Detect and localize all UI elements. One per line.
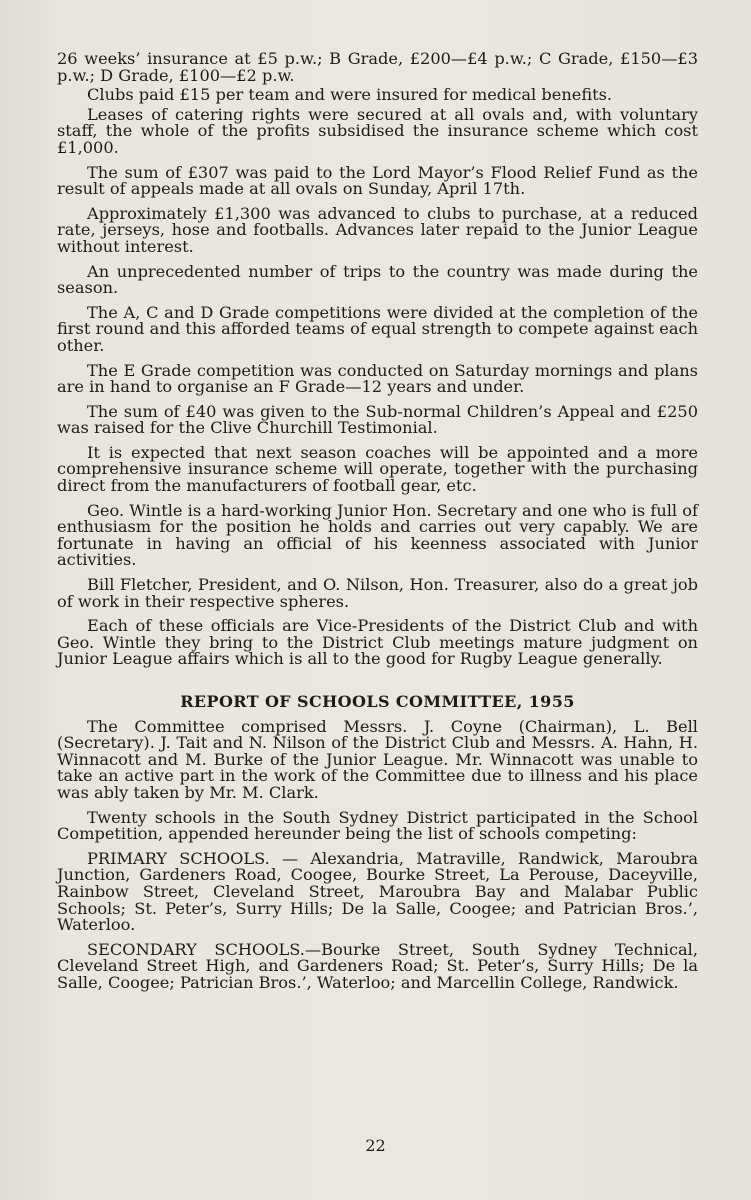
paragraph-secondary-schools: SECONDARY SCHOOLS.—Bourke Street, South Sydney Technical, Cleveland Street High, and Gardeners Road; St. Peter’s, Surry Hills; De la Salle, Coogee; Patrician Bros.’, Waterloo; and Marcellin College, Randwick.: [57, 939, 698, 992]
paragraph-clubs-paid: Clubs paid £15 per team and were insured for medical benefits.: [87, 85, 613, 105]
paragraph-grade-competitions: The A, C and D Grade competitions were divided at the completion of the first round and this afforded teams of equal strength to compete against each other.: [57, 302, 698, 355]
paragraph-country-trips: An unprecedented number of trips to the country was made during the season.: [57, 261, 698, 298]
paragraph-appeal: The sum of £40 was given to the Sub-normal Children’s Appeal and £250 was raised for the Clive Churchill Testimonial.: [57, 401, 698, 438]
paragraph-secretary: Geo. Wintle is a hard-working Junior Hon. Secretary and one who is full of enthusiasm for the position he holds and carries out very capably. We are fortunate in having an official of his keenness associated with Junior activities.: [57, 500, 698, 570]
paragraph-vice-presidents: Each of these officials are Vice-Presidents of the District Club and with Geo. Wintle they bring to the District Club meetings mature judgment on Junior League affairs which is all to the good for Rugby League generally.: [57, 616, 698, 669]
page-body: [57, 51, 698, 1000]
paragraph-primary-schools: PRIMARY SCHOOLS. — Alexandria, Matraville, Randwick, Maroubra Junction, Gardeners Road, Coogee, Bourke Street, La Perouse, Daceyville, Rainbow Street, Cleveland Street, Maroubra Bay and Malabar Public Schools; St. Peter’s, Surry Hills; De la Salle, Coogee; and Patrician Bros.’, Waterloo.: [57, 848, 698, 935]
paragraph-president-treasurer: Bill Fletcher, President, and O. Nilson, Hon. Treasurer, also do a great job of work in their respective spheres.: [57, 575, 698, 611]
paragraph-insurance-grades: 26 weeks’ insurance at £5 p.w.; B Grade, £200—£4 p.w.; C Grade, £150—£3 p.w.; D Grade, £100—£2 p.w.: [57, 49, 698, 85]
paragraph-catering-leases: Leases of catering rights were secured at all ovals and, with voluntary staff, the whole of the profits subsidised the insurance scheme which cost £1,000.: [57, 104, 698, 157]
paragraph-next-season: It is expected that next season coaches will be appointed and a more comprehensive insurance scheme will operate, together with the purchasing direct from the manufacturers of football gear, etc.: [57, 442, 698, 496]
paragraph-advances: Approximately £1,300 was advanced to clubs to purchase, at a reduced rate, jerseys, hose and footballs. Advances later repaid to the Junior League without interest.: [57, 203, 698, 256]
paragraph-e-grade: The E Grade competition was conducted on Saturday mornings and plans are in hand to organise an F Grade—12 years and under.: [57, 360, 698, 397]
page-number: 22: [365, 1136, 386, 1155]
paragraph-flood-relief: The sum of £307 was paid to the Lord Mayor’s Flood Relief Fund as the result of appeals made at all ovals on Sunday, April 17th.: [57, 162, 698, 199]
paragraph-schools-count: Twenty schools in the South Sydney District participated in the School Competition, appended hereunder being the list of schools competing:: [57, 807, 698, 844]
section-heading: REPORT OF SCHOOLS COMMITTEE, 1955: [180, 692, 575, 711]
paragraph-committee: The Committee comprised Messrs. J. Coyne (Chairman), L. Bell (Secretary). J. Tait and N. Nilson of the District Club and Messrs. A. Hahn, H. Winnacott and M. Burke of the Junior League. Mr. Winnacott was unable to take an active part in the work of the Committee due to illness and his place was ably taken by Mr. M. Clark.: [57, 716, 698, 802]
